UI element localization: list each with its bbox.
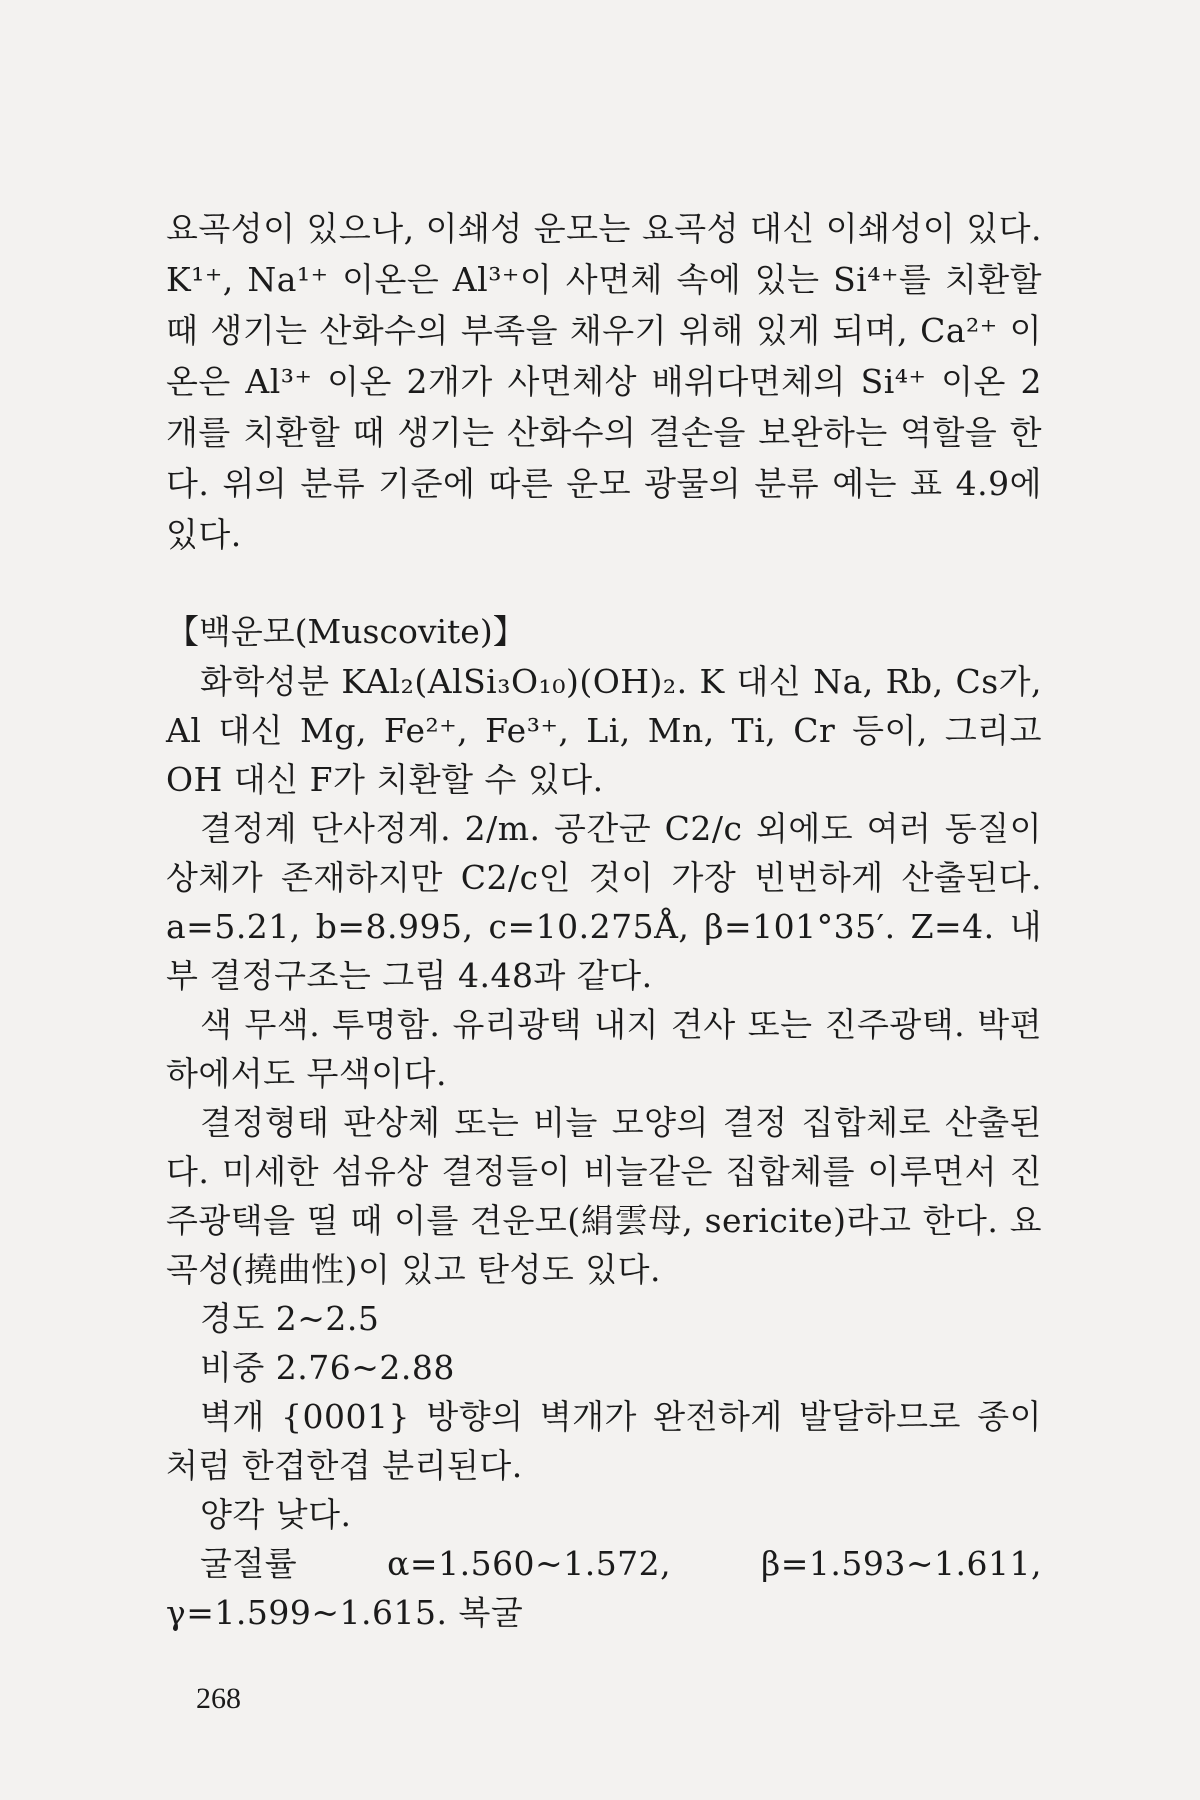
paragraph-refractive-index: 굴절률 α=1.560~1.572, β=1.593~1.611, γ=1.599~1.615. 복굴: [166, 1544, 1042, 1632]
paragraph-chemical-composition: 화학성분 KAl₂(AlSi₃O₁₀)(OH)₂. K 대신 Na, Rb, Cs가, Al 대신 Mg, Fe²⁺, Fe³⁺, Li, Mn, Ti, Cr 등이, 그리고 OH 대신 F가 치환할 수 있다.: [166, 662, 1042, 799]
body-text: [166, 203, 1042, 1637]
paragraph-specific-gravity: 비중 2.76~2.88: [200, 1348, 455, 1387]
paragraph-crystal-system: 결정계 단사정계. 2/m. 공간군 C2/c 외에도 여러 동질이상체가 존재하지만 C2/c인 것이 가장 빈번하게 산출된다. a=5.21, b=8.995, c=10.275Å, β=101°35′. Z=4. 내부 결정구조는 그림 4.48과 같다.: [166, 809, 1042, 995]
section-heading-muscovite: 【백운모(Muscovite)】: [166, 612, 526, 651]
paragraph-color: 색 무색. 투명함. 유리광택 내지 견사 또는 진주광택. 박편하에서도 무색이다.: [166, 1005, 1042, 1093]
paragraph-cleavage: 벽개 {0001} 방향의 벽개가 완전하게 발달하므로 종이처럼 한겹한겹 분리된다.: [166, 1397, 1042, 1485]
paragraph-hardness: 경도 2~2.5: [200, 1299, 380, 1338]
page-number: 268: [196, 1682, 241, 1715]
paragraph-relief: 양각 낮다.: [200, 1495, 352, 1534]
paragraph-mica-classification: 요곡성이 있으나, 이쇄성 운모는 요곡성 대신 이쇄성이 있다. K¹⁺, Na¹⁺ 이온은 Al³⁺이 사면체 속에 있는 Si⁴⁺를 치환할 때 생기는 산화수의 부족을 채우기 위해 있게 되며, Ca²⁺ 이온은 Al³⁺ 이온 2개가 사면체상 배위다면체의 Si⁴⁺ 이온 2개를 치환할 때 생기는 산화수의 결손을 보완하는 역할을 한다. 위의 분류 기준에 따른 운모 광물의 분류 예는 표 4.9에 있다.: [166, 209, 1042, 554]
paragraph-crystal-habit: 결정형태 판상체 또는 비늘 모양의 결정 집합체로 산출된다. 미세한 섬유상 결정들이 비늘같은 집합체를 이루면서 진주광택을 띨 때 이를 견운모(絹雲母, sericite)라고 한다. 요곡성(撓曲性)이 있고 탄성도 있다.: [166, 1103, 1042, 1289]
